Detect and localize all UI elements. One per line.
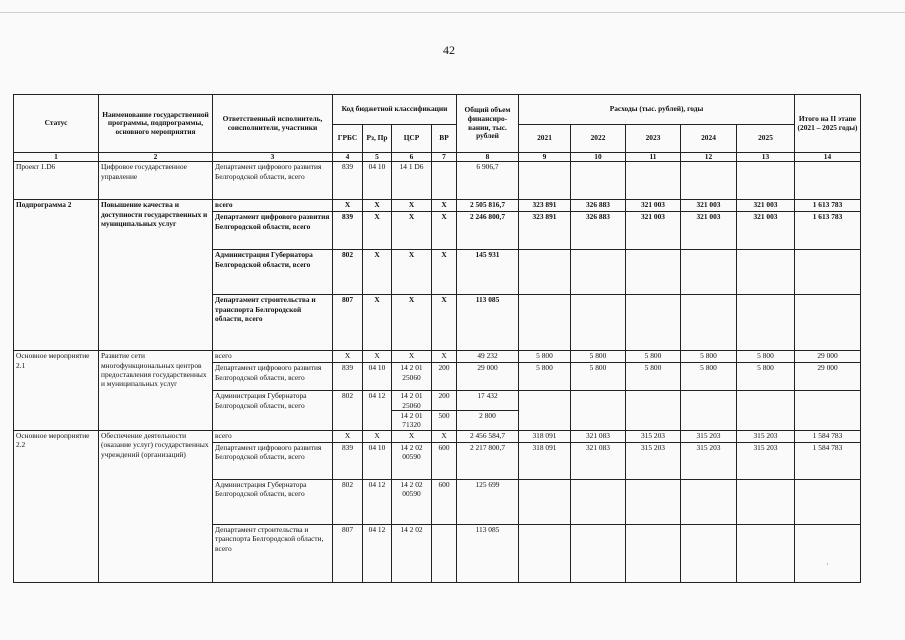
y2021-cell: 323 891 (519, 212, 571, 250)
y2022-cell (571, 250, 626, 295)
col-number: 6 (392, 153, 432, 162)
y2024-cell: 5 800 (681, 351, 737, 363)
total-cell: 2 456 584,7 (457, 430, 519, 442)
executor-cell: всего (213, 200, 333, 212)
y2022-cell: 5 800 (571, 351, 626, 363)
header-status: Статус (14, 95, 99, 153)
col-number: 9 (519, 153, 571, 162)
vr-cell: Х (432, 212, 457, 250)
header-name: Наименование государственной программы, подпрограммы, основного мероприятия (99, 95, 213, 153)
y2021-cell (519, 162, 571, 200)
header-vr: ВР (432, 125, 457, 153)
vr-cell: 600 (432, 479, 457, 524)
header-budget-code: Код бюджетной классификации (333, 95, 457, 125)
rzpr-cell: 04 10 (363, 442, 392, 479)
header-2021: 2021 (519, 125, 571, 153)
grbs-cell: 802 (333, 250, 363, 295)
csr-cell: Х (392, 212, 432, 250)
executor-cell: Администрация Губернатора Белгородской области, всего (213, 250, 333, 295)
y2022-cell: 321 083 (571, 430, 626, 442)
y2025-cell (737, 479, 795, 524)
total-cell: 2 217 800,7 (457, 442, 519, 479)
header-2022: 2022 (571, 125, 626, 153)
y2021-cell (519, 250, 571, 295)
name-cell: Цифровое государственное управление (99, 162, 213, 200)
executor-cell: Департамент строительства и транспорта Белгородской области, всего (213, 524, 333, 582)
stage-total-cell: 1 613 783 (795, 212, 861, 250)
vr-cell: Х (432, 430, 457, 442)
total-cell: 125 699 (457, 479, 519, 524)
total-cell: 49 232 (457, 351, 519, 363)
y2023-cell (626, 524, 681, 582)
y2023-cell: 321 003 (626, 212, 681, 250)
name-cell: Обеспечение деятельности (оказание услуг) государственных учреждений (организаций) (99, 430, 213, 582)
col-number: 13 (737, 153, 795, 162)
y2025-cell (737, 250, 795, 295)
executor-cell: Департамент цифрового развития Белгородской области, всего (213, 442, 333, 479)
csr-cell: 14 2 02 (392, 524, 432, 582)
header-csr: ЦСР (392, 125, 432, 153)
vr-cell: Х (432, 250, 457, 295)
grbs-cell: 802 (333, 479, 363, 524)
scan-speck: · (826, 560, 829, 569)
y2023-cell (626, 250, 681, 295)
total-cell: 113 085 (457, 524, 519, 582)
stage-total-cell (795, 391, 861, 431)
y2025-cell (737, 162, 795, 200)
y2022-cell (571, 479, 626, 524)
rzpr-cell: 04 10 (363, 162, 392, 200)
y2025-cell: 315 203 (737, 442, 795, 479)
header-total: Общий объем финансиро-вании, тыс. рублей (457, 95, 519, 153)
y2025-cell (737, 524, 795, 582)
grbs-cell: 839 (333, 363, 363, 391)
name-cell: Развитие сети многофункциональных центров предоставления государственных и муниципальных услуг (99, 351, 213, 431)
y2021-cell: 5 800 (519, 351, 571, 363)
header-2023: 2023 (626, 125, 681, 153)
y2025-cell: 321 003 (737, 200, 795, 212)
stage-total-cell (795, 295, 861, 351)
y2024-cell (681, 250, 737, 295)
grbs-cell: Х (333, 351, 363, 363)
rzpr-cell: 04 12 (363, 524, 392, 582)
col-number: 10 (571, 153, 626, 162)
y2022-cell (571, 524, 626, 582)
total-cell: 2 246 800,7 (457, 212, 519, 250)
rzpr-cell: 04 12 (363, 391, 392, 431)
total-cell: 2 505 816,7 (457, 200, 519, 212)
y2023-cell (626, 391, 681, 431)
y2021-cell (519, 524, 571, 582)
col-number: 8 (457, 153, 519, 162)
csr-cell: Х (392, 295, 432, 351)
vr-cell: 200 (432, 363, 457, 391)
stage-total-cell: 29 000 (795, 351, 861, 363)
csr-cell: 14 2 02 00590 (392, 479, 432, 524)
y2023-cell: 315 203 (626, 430, 681, 442)
total-cell: 29 000 (457, 363, 519, 391)
total-cell: 17 432 (457, 391, 519, 411)
y2021-cell: 323 891 (519, 200, 571, 212)
y2024-cell (681, 391, 737, 431)
col-number: 3 (213, 153, 333, 162)
stage-total-cell: 1 613 783 (795, 200, 861, 212)
executor-cell: Администрация Губернатора Белгородской области, всего (213, 391, 333, 431)
y2025-cell (737, 391, 795, 431)
status-cell: Основное мероприятие 2.1 (14, 351, 99, 431)
y2021-cell (519, 295, 571, 351)
executor-cell: Департамент цифрового развития Белгородской области, всего (213, 162, 333, 200)
csr-cell: Х (392, 200, 432, 212)
vr-cell: 500 (432, 411, 457, 431)
total-cell: 145 931 (457, 250, 519, 295)
y2024-cell: 315 203 (681, 430, 737, 442)
header-stage-total: Итого на II этапе (2021 – 2025 годы) (795, 95, 861, 153)
csr-cell: 14 1 D6 (392, 162, 432, 200)
y2022-cell (571, 391, 626, 431)
csr-cell: 14 2 01 25060 (392, 391, 432, 411)
y2024-cell (681, 295, 737, 351)
executor-cell: всего (213, 351, 333, 363)
y2024-cell: 321 003 (681, 200, 737, 212)
table-row (14, 162, 861, 200)
header-expenses: Расходы (тыс. рублей), годы (519, 95, 795, 125)
stage-total-cell (795, 479, 861, 524)
stage-total-cell (795, 162, 861, 200)
csr-cell: Х (392, 430, 432, 442)
y2023-cell: 321 003 (626, 200, 681, 212)
grbs-cell: 802 (333, 391, 363, 431)
y2022-cell: 326 883 (571, 200, 626, 212)
col-number: 14 (795, 153, 861, 162)
column-number-row (14, 153, 861, 162)
csr-cell: Х (392, 250, 432, 295)
y2023-cell: 5 800 (626, 351, 681, 363)
y2024-cell: 5 800 (681, 363, 737, 391)
y2022-cell (571, 295, 626, 351)
vr-cell: Х (432, 200, 457, 212)
y2025-cell: 321 003 (737, 212, 795, 250)
y2021-cell (519, 391, 571, 431)
y2024-cell (681, 479, 737, 524)
y2025-cell: 5 800 (737, 363, 795, 391)
col-number: 7 (432, 153, 457, 162)
y2022-cell (571, 162, 626, 200)
y2025-cell (737, 295, 795, 351)
vr-cell: 600 (432, 442, 457, 479)
rzpr-cell: Х (363, 250, 392, 295)
header-executor: Ответственный исполнитель, соисполнители, участники (213, 95, 333, 153)
vr-cell: Х (432, 351, 457, 363)
rzpr-cell: Х (363, 200, 392, 212)
csr-cell: 14 2 01 25060 (392, 363, 432, 391)
executor-cell: Департамент цифрового развития Белгородской области, всего (213, 363, 333, 391)
col-number: 1 (14, 153, 99, 162)
grbs-cell: 839 (333, 442, 363, 479)
rzpr-cell: Х (363, 212, 392, 250)
stage-total-cell (795, 250, 861, 295)
table-row (14, 200, 861, 212)
y2021-cell: 318 091 (519, 442, 571, 479)
grbs-cell: 807 (333, 295, 363, 351)
grbs-cell: Х (333, 430, 363, 442)
csr-cell: 14 2 01 71320 (392, 411, 432, 431)
grbs-cell: Х (333, 200, 363, 212)
csr-cell: 14 2 02 00590 (392, 442, 432, 479)
y2022-cell: 5 800 (571, 363, 626, 391)
y2024-cell (681, 524, 737, 582)
y2024-cell: 315 203 (681, 442, 737, 479)
status-cell: Подпрограмма 2 (14, 200, 99, 351)
y2021-cell (519, 479, 571, 524)
y2021-cell: 318 091 (519, 430, 571, 442)
header-grbs: ГРБС (333, 125, 363, 153)
grbs-cell: 839 (333, 162, 363, 200)
col-number: 4 (333, 153, 363, 162)
header-2025: 2025 (737, 125, 795, 153)
header-rzpr: Рз, Пр (363, 125, 392, 153)
stage-total-cell: 1 584 783 (795, 430, 861, 442)
vr-cell (432, 162, 457, 200)
rzpr-cell: 04 10 (363, 363, 392, 391)
executor-cell: Администрация Губернатора Белгородской области, всего (213, 479, 333, 524)
y2023-cell (626, 162, 681, 200)
rzpr-cell: 04 12 (363, 479, 392, 524)
y2025-cell: 315 203 (737, 430, 795, 442)
total-cell: 6 906,7 (457, 162, 519, 200)
y2024-cell (681, 162, 737, 200)
executor-cell: Департамент цифрового развития Белгородской области, всего (213, 212, 333, 250)
vr-cell: 200 (432, 391, 457, 411)
vr-cell: Х (432, 295, 457, 351)
stage-total-cell (795, 524, 861, 582)
status-cell: Проект 1.D6 (14, 162, 99, 200)
rzpr-cell: Х (363, 430, 392, 442)
csr-cell: Х (392, 351, 432, 363)
total-cell: 113 085 (457, 295, 519, 351)
y2023-cell: 5 800 (626, 363, 681, 391)
stage-total-cell: 1 584 783 (795, 442, 861, 479)
y2021-cell: 5 800 (519, 363, 571, 391)
grbs-cell: 807 (333, 524, 363, 582)
y2025-cell: 5 800 (737, 351, 795, 363)
y2023-cell: 315 203 (626, 442, 681, 479)
col-number: 12 (681, 153, 737, 162)
col-number: 2 (99, 153, 213, 162)
header-2024: 2024 (681, 125, 737, 153)
y2023-cell (626, 479, 681, 524)
top-edge (0, 0, 905, 13)
rzpr-cell: Х (363, 351, 392, 363)
executor-cell: Департамент строительства и транспорта Белгородской области, всего (213, 295, 333, 351)
rzpr-cell: Х (363, 295, 392, 351)
total-cell: 2 800 (457, 411, 519, 431)
y2024-cell: 321 003 (681, 212, 737, 250)
y2023-cell (626, 295, 681, 351)
y2022-cell: 321 083 (571, 442, 626, 479)
name-cell: Повышение качества и доступности государственных и муниципальных услуг (99, 200, 213, 351)
table-row (14, 430, 861, 442)
grbs-cell: 839 (333, 212, 363, 250)
y2022-cell: 326 883 (571, 212, 626, 250)
executor-cell: всего (213, 430, 333, 442)
budget-table (13, 94, 861, 583)
col-number: 11 (626, 153, 681, 162)
table-row (14, 351, 861, 363)
status-cell: Основное мероприятие 2.2 (14, 430, 99, 582)
page-number: 42 (443, 43, 455, 57)
col-number: 5 (363, 153, 392, 162)
vr-cell (432, 524, 457, 582)
stage-total-cell: 29 000 (795, 363, 861, 391)
